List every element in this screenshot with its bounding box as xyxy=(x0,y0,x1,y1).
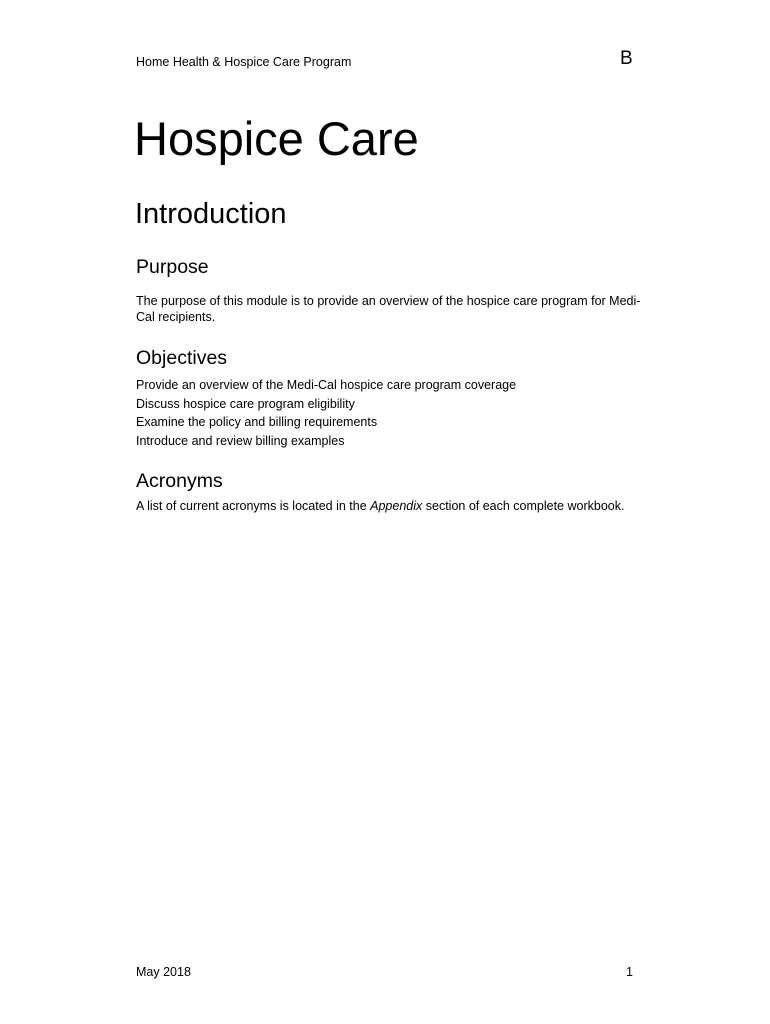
header-section-letter: B xyxy=(620,48,633,69)
acronyms-heading: Acronyms xyxy=(136,470,223,492)
page-title: Hospice Care xyxy=(134,112,419,165)
header-program-name: Home Health & Hospice Care Program xyxy=(136,55,352,69)
acronyms-text-end: section of each complete workbook. xyxy=(422,499,625,513)
objectives-list xyxy=(136,376,516,451)
objective-item: Discuss hospice care program eligibility xyxy=(136,396,355,411)
acronyms-text xyxy=(136,499,656,515)
appendix-reference: Appendix xyxy=(370,499,423,513)
purpose-text: The purpose of this module is to provide an overview of the hospice care program for Medi-Cal recipients. xyxy=(136,294,641,324)
page-number: 1 xyxy=(626,965,633,979)
section-title: Introduction xyxy=(135,198,287,230)
purpose-heading: Purpose xyxy=(136,256,209,278)
objective-item: Introduce and review billing examples xyxy=(136,434,345,449)
objective-item: Examine the policy and billing requirements xyxy=(136,415,378,430)
objective-item: Provide an overview of the Medi-Cal hospice care program coverage xyxy=(136,378,517,392)
footer-date: May 2018 xyxy=(136,965,191,979)
objectives-heading: Objectives xyxy=(136,347,228,369)
acronyms-text-start: A list of current acronyms is located in the xyxy=(136,499,371,513)
